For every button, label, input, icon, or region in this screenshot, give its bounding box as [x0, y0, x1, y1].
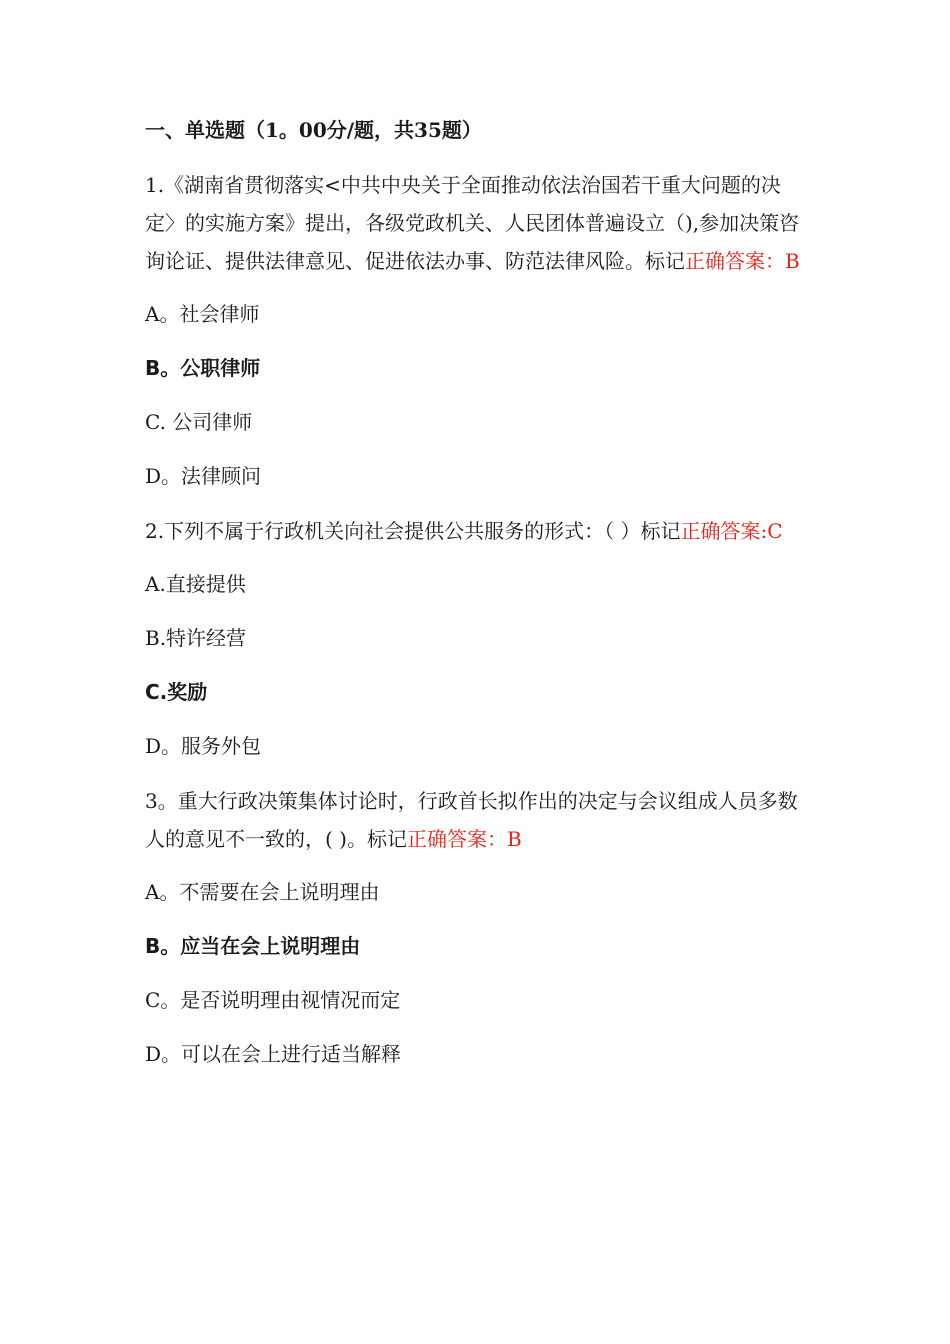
option-c: C. 公司律师	[145, 410, 253, 434]
option-a: A.直接提供	[145, 572, 246, 596]
option-c: C。是否说明理由视情况而定	[145, 988, 401, 1012]
correct-answer: 正确答案：B	[685, 249, 800, 273]
option-d: D。可以在会上进行适当解释	[145, 1042, 402, 1066]
option-a: A。社会律师	[145, 302, 260, 326]
question-1	[145, 166, 810, 280]
section-heading: 一、单选题（1。00分/题，共35题）	[145, 118, 482, 142]
option-b: B.特许经营	[145, 626, 247, 650]
option-c-correct: C.奖励	[145, 680, 208, 704]
correct-answer: 正确答案：B	[406, 827, 522, 851]
question-text: 3。重大行政决策集体讨论时，行政首长拟作出的决定与会议组成人员多数人的意见不一致的，( )。标记	[145, 789, 798, 851]
question-text: 2.下列不属于行政机关向社会提供公共服务的形式：（ ）标记	[145, 519, 681, 543]
question-text: 1.《湖南省贯彻落实<中共中央关于全面推动依法治国若干重大问题的决定〉的实施方案》提出，各级党政机关、人民团体普遍设立（),参加决策咨询论证、提供法律意见、促进依法办事、防范法律风险。标记	[145, 173, 800, 273]
option-a: A。不需要在会上说明理由	[145, 880, 380, 904]
correct-answer: 正确答案:C	[680, 519, 783, 543]
option-d: D。服务外包	[145, 734, 262, 758]
option-b-correct: B。公职律师	[145, 356, 261, 380]
option-b-correct: B。应当在会上说明理由	[145, 934, 361, 958]
option-d: D。法律顾问	[145, 464, 262, 488]
question-3	[145, 782, 810, 858]
question-2	[145, 512, 810, 550]
document-page	[145, 112, 810, 1090]
